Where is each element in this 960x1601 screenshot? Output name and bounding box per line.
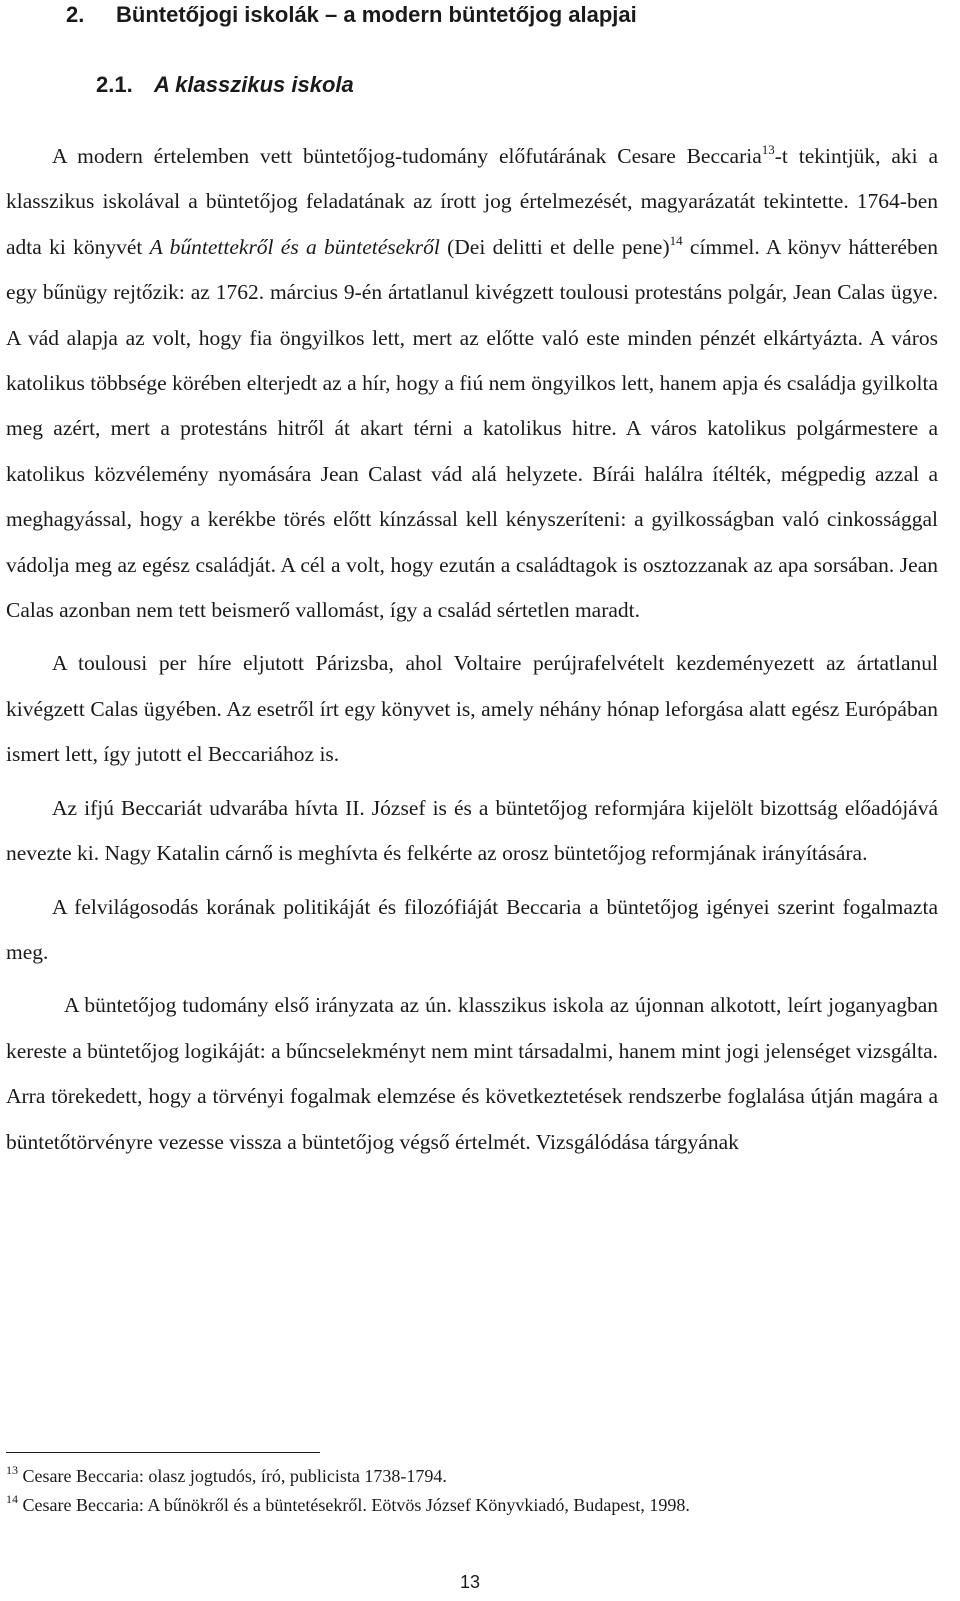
chapter-number: 2. — [66, 2, 85, 27]
paragraph-3: Az ifjú Beccariát udvarába hívta II. József is és a büntetőjog reformjára kijelölt bizottság előadójává nevezte ki. Nagy Katalin cárnő is meghívta és felkérte az orosz büntetőjog reformjának irányítására. — [6, 795, 938, 866]
paragraph-4: A felvilágosodás korának politikáját és filozófiáját Beccaria a büntetőjog igényei szerint fogalmazta meg. — [6, 894, 938, 964]
paragraph-1 — [6, 134, 938, 633]
footnote-number: 13 — [6, 1463, 18, 1477]
footnote-number: 14 — [6, 1492, 18, 1506]
section-title: A klasszikus iskola — [154, 72, 354, 97]
paragraph-1-text-b: -t tekintjük, aki a klasszikus iskolával a büntetőjog feladatának az írott jog értelmezését, magyarázatát tekintette. 1764-ben adta ki könyvét — [6, 144, 938, 259]
paragraph-5: A büntetőjog tudomány első irányzata az ún. klasszikus iskola az újonnan alkotott, leírt joganyagban kereste a büntetőjog logikáját: a bűncselekményt nem mint társadalmi, hanem mint jogi jelenséget vizsgálta. Arra törekedett, hogy a törvényi fogalmak elemzése és következtetések rendszerbe foglalása útján magára a büntetőtörvényre vezesse vissza a büntetőjog végső értelmét. Vizsgálódása tárgyának — [6, 993, 938, 1154]
footnote-text: Cesare Beccaria: A bűnökről és a büntetésekről. Eötvös József Könyvkiadó, Budapest, 1998. — [18, 1495, 690, 1515]
footnote-14 — [6, 1493, 690, 1517]
footnote-13 — [6, 1464, 447, 1488]
book-title: A bűntettekről és a büntetésekről — [149, 234, 440, 259]
chapter-title: Büntetőjogi iskolák – a modern büntetőjog alapjai — [116, 2, 637, 27]
section-heading — [96, 70, 354, 100]
page-number: 13 — [459, 1572, 481, 1592]
chapter-heading — [66, 0, 637, 30]
body-text — [6, 134, 938, 1165]
footnote-ref-14: 14 — [669, 232, 683, 248]
paragraph-1-text-a: A modern értelemben vett büntetőjog-tudomány előfutárának Cesare Beccaria — [52, 144, 762, 168]
paragraph-1-text-d: címmel. A könyv hátterében egy bűnügy rejtőzik: az 1762. március 9-én ártatlanul kivégzett toulousi protestáns polgár, Jean Calas ügye. A vád alapja az volt, hogy fia öngyilkos lett, mert az előtte való este minden pénzét elkártyázta. A város katolikus többsége körében elterjedt az a hír, hogy a fiú nem öngyilkos lett, hanem apja és családja gyilkolta meg azért, mert a protestáns hitről át akart térni a katolikus hitre. A város katolikus polgármestere a katolikus közvélemény nyomására Jean Calast vád alá helyzete. Bírái halálra ítélték, mégpedig azzal a meghagyással, hogy a kerékbe törés előtt kínzással kell kényszeríteni: a gyilkosságban való cinkossággal vádolja meg az egész családját. A cél a volt, hogy ezután a családtagok is osztozzanak az apa sorsában. Jean Calas azonban nem tett beismerő vallomást, így a család sértetlen maradt. — [6, 234, 939, 623]
footnote-ref-13: 13 — [761, 142, 775, 157]
paragraph-2: A toulousi per híre eljutott Párizsba, ahol Voltaire perújrafelvételt kezdeményezett az ártatlanul kivégzett Calas ügyében. Az esetről írt egy könyvet is, amely néhány hónap leforgása alatt egész Európában ismert lett, így jutott el Beccariához is. — [6, 651, 938, 767]
section-number: 2.1. — [96, 72, 133, 97]
footnote-text: Cesare Beccaria: olasz jogtudós, író, publicista 1738-1794. — [18, 1466, 447, 1486]
paragraph-1-text-c: (Dei delitti et delle pene) — [439, 234, 670, 259]
footnote-separator — [6, 1452, 320, 1453]
